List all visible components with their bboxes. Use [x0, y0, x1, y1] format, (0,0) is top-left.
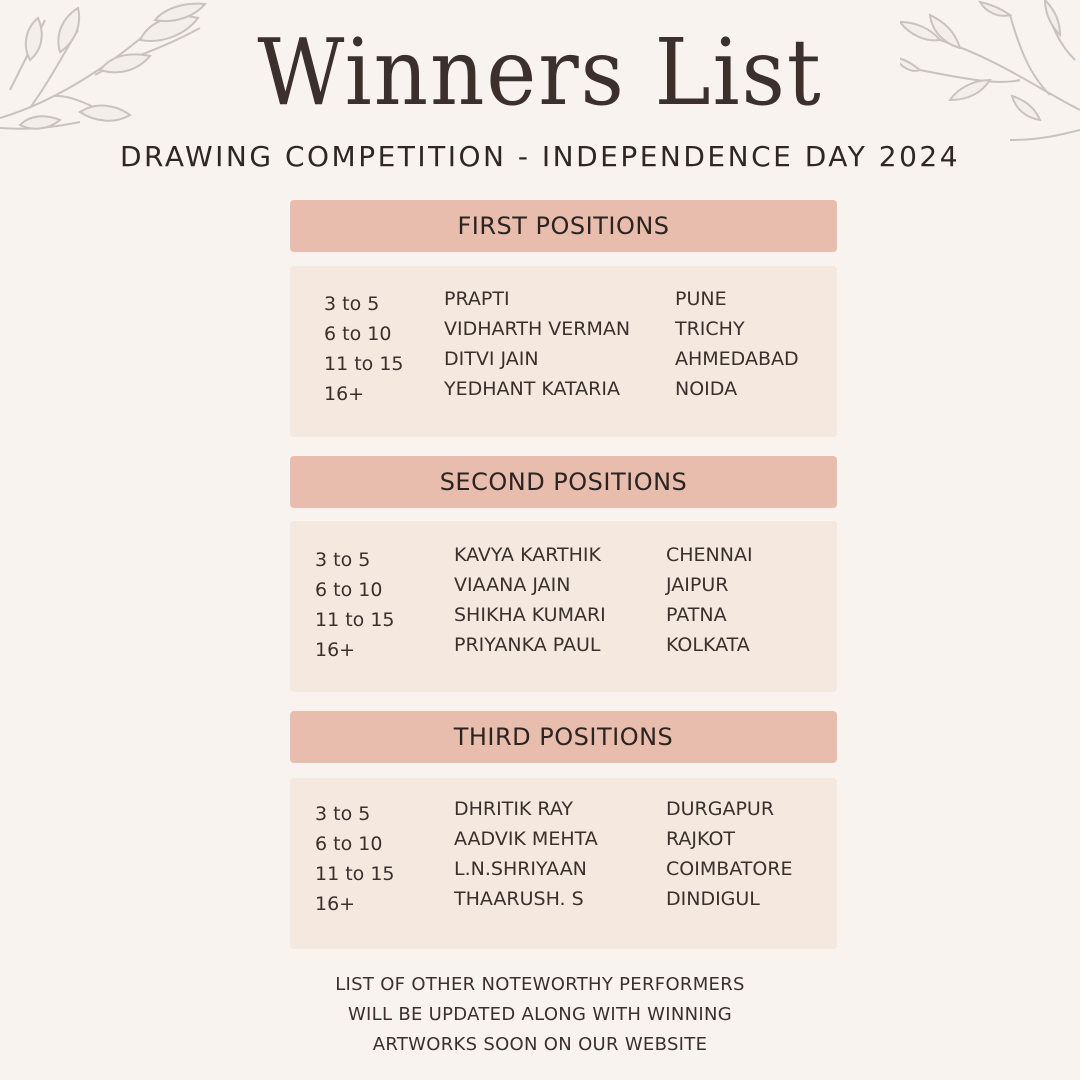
table-row: [290, 858, 837, 888]
winner-name: VIAANA JAIN: [454, 574, 571, 596]
table-row: [290, 288, 837, 318]
winner-name: PRAPTI: [444, 288, 510, 310]
age-group: 16+: [315, 893, 356, 915]
winner-city: TRICHY: [675, 318, 745, 340]
age-group: 11 to 15: [315, 863, 395, 885]
winner-name: PRIYANKA PAUL: [454, 634, 601, 656]
age-group: 3 to 5: [315, 549, 371, 571]
table-row: [290, 378, 837, 408]
age-group: 16+: [324, 383, 365, 405]
first-positions-heading: FIRST POSITIONS: [290, 200, 837, 252]
footer-line: WILL BE UPDATED ALONG WITH WINNING: [347, 1004, 733, 1025]
footer-line: LIST OF OTHER NOTEWORTHY PERFORMERS: [335, 974, 745, 995]
winner-city: DURGAPUR: [666, 798, 775, 820]
winner-name: DITVI JAIN: [444, 348, 539, 370]
winner-name: THAARUSH. S: [454, 888, 584, 910]
winner-city: CHENNAI: [666, 544, 753, 566]
table-row: [290, 634, 837, 664]
winner-name: AADVIK MEHTA: [454, 828, 598, 850]
table-row: [290, 604, 837, 634]
table-row: [290, 348, 837, 378]
first-positions-table: [290, 266, 837, 437]
winner-city: COIMBATORE: [666, 858, 793, 880]
winner-name: KAVYA KARTHIK: [454, 544, 601, 566]
age-group: 11 to 15: [315, 609, 395, 631]
winner-name: SHIKHA KUMARI: [454, 604, 606, 626]
table-row: [290, 318, 837, 348]
table-row: [290, 798, 837, 828]
age-group: 6 to 10: [324, 323, 392, 345]
winner-city: PATNA: [666, 604, 727, 626]
age-group: 3 to 5: [324, 293, 380, 315]
winner-city: AHMEDABAD: [675, 348, 799, 370]
age-group: 11 to 15: [324, 353, 404, 375]
third-positions-table: [290, 778, 837, 949]
winner-name: DHRITIK RAY: [454, 798, 573, 820]
age-group: 6 to 10: [315, 833, 383, 855]
winner-name: VIDHARTH VERMAN: [444, 318, 631, 340]
third-positions-heading: THIRD POSITIONS: [290, 711, 837, 763]
footer-note: [0, 970, 1080, 1060]
page-title: Winners List: [257, 19, 823, 126]
winner-city: JAIPUR: [666, 574, 729, 596]
winner-city: DINDIGUL: [666, 888, 760, 910]
second-positions-heading: SECOND POSITIONS: [290, 456, 837, 508]
winner-city: NOIDA: [675, 378, 738, 400]
table-row: [290, 574, 837, 604]
winner-city: KOLKATA: [666, 634, 750, 656]
winner-city: RAJKOT: [666, 828, 736, 850]
age-group: 6 to 10: [315, 579, 383, 601]
footer-line: ARTWORKS SOON ON OUR WEBSITE: [372, 1034, 708, 1055]
age-group: 16+: [315, 639, 356, 661]
winner-name: L.N.SHRIYAAN: [454, 858, 587, 880]
table-row: [290, 544, 837, 574]
competition-subtitle: DRAWING COMPETITION - INDEPENDENCE DAY 2024: [119, 140, 961, 173]
age-group: 3 to 5: [315, 803, 371, 825]
table-row: [290, 888, 837, 918]
winner-city: PUNE: [675, 288, 727, 310]
second-positions-table: [290, 521, 837, 692]
winner-name: YEDHANT KATARIA: [444, 378, 620, 400]
table-row: [290, 828, 837, 858]
